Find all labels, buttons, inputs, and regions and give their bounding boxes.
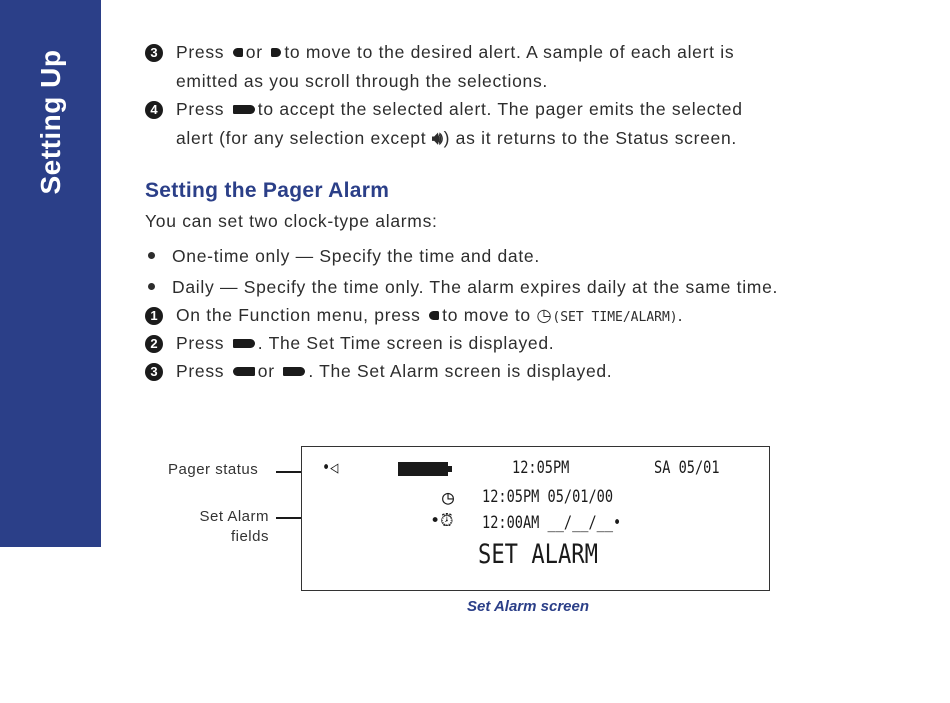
- lcd-time: 12:05PM: [512, 458, 570, 478]
- bullet-icon: [148, 252, 155, 259]
- figure-caption: Set Alarm screen: [467, 598, 590, 615]
- step-4-continuation: alert (for any selection except 🔊︎) as it returns to the Status screen.: [176, 128, 737, 148]
- left-key-icon: [233, 48, 243, 57]
- alarm-icon: •⏰︎: [430, 511, 454, 531]
- left-key-icon: [429, 311, 439, 320]
- silent-alert-icon: 🔊︎: [431, 128, 444, 148]
- menu-key-icon: [233, 367, 255, 376]
- enter-key-icon: [233, 339, 255, 348]
- right-key-icon: [271, 48, 281, 57]
- section-intro: You can set two clock-type alarms:: [145, 211, 438, 231]
- step-4-line: 4 Press to accept the selected alert. The pager emits the selected: [145, 99, 743, 120]
- set-alarm-fields-label-2: fields: [230, 528, 269, 545]
- section-heading: Setting the Pager Alarm: [145, 179, 390, 202]
- battery-icon: [398, 462, 448, 476]
- bullet-item: Daily — Specify the time only. The alarm expires daily at the same time.: [145, 277, 778, 298]
- bullet-item: One-time only — Specify the time and date.: [145, 246, 540, 267]
- lcd-alarm-row: 12:00AM __/__/__•: [482, 513, 622, 533]
- lcd-set-time-row: 12:05PM 05/01/00: [482, 487, 614, 507]
- step-number: 2: [145, 335, 163, 353]
- alarm-step-3: 3 Press or . The Set Alarm screen is displayed.: [145, 361, 612, 382]
- alarm-step-1: 1 On the Function menu, press to move to ◷(SET TIME/ALARM).: [145, 305, 683, 326]
- clock-icon: ◷: [536, 305, 553, 325]
- enter-key-icon: [233, 105, 255, 114]
- set-alarm-lcd-screen: [301, 446, 770, 591]
- step-number: 1: [145, 307, 163, 325]
- pager-status-label: Pager status: [168, 461, 259, 478]
- lcd-day-date: SA 05/01: [654, 458, 720, 478]
- alarm-step-2: 2 Press . The Set Time screen is displayed.: [145, 333, 554, 354]
- status-icons: •◁: [322, 458, 339, 478]
- lcd-banner: SET ALARM: [478, 539, 598, 570]
- step-number: 3: [145, 44, 163, 62]
- enter-key-icon: [283, 367, 305, 376]
- step-3-continuation: emitted as you scroll through the selections.: [176, 71, 548, 91]
- step-number: 3: [145, 363, 163, 381]
- bullet-icon: [148, 283, 155, 290]
- clock-icon: ◷: [442, 485, 455, 509]
- set-alarm-fields-label-1: Set Alarm: [199, 508, 269, 525]
- step-number: 4: [145, 101, 163, 119]
- side-tab-title: Setting Up: [34, 49, 66, 195]
- side-tab: [0, 0, 101, 547]
- step-3-line: 3 Press or to move to the desired alert. A sample of each alert is: [145, 42, 734, 63]
